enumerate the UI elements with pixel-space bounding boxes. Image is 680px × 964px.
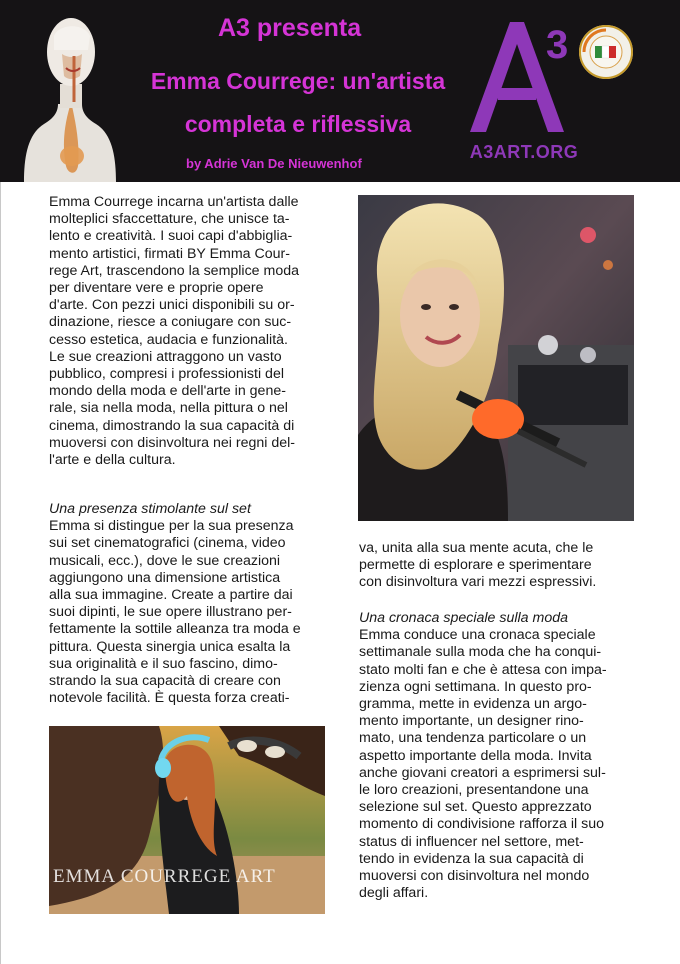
- intro-line: per diventare vere e proprie opere: [49, 280, 264, 297]
- section2-line: status di influencer nel settore, met-: [359, 833, 584, 850]
- intro-line: dinazione, riesce a coniugare con suc-: [49, 314, 292, 331]
- section2-column: [359, 610, 635, 902]
- section2-line: mato, una tendenza particolare o un: [359, 730, 587, 747]
- section1-line: suoi dipinti, le sue opere illustrano per-: [49, 604, 292, 621]
- section2-paragraph: [359, 627, 635, 902]
- header-byline: by Adrie Van De Nieuwenhof: [186, 156, 362, 171]
- section1-line: Emma si distingue per la sua presenza: [49, 518, 294, 535]
- intro-line: lento e creatività. I suoi capi d'abbiglia-: [49, 228, 293, 245]
- intro-line: pubblico, compresi i professionisti del: [49, 366, 284, 383]
- magazine-header: [0, 0, 680, 182]
- section2-line: gramma, mette in evidenza un argo-: [359, 696, 587, 713]
- studio-selfie-photo: [358, 195, 634, 521]
- section1-line: alla sua immagine. Create a partire dai: [49, 587, 293, 604]
- intro-line: Le sue creazioni attraggono un vasto: [49, 348, 282, 365]
- section1-line: strando la sua capacità di creare con: [49, 673, 281, 690]
- header-figure-illustration: [14, 6, 126, 182]
- round-badge-logo: [578, 24, 634, 80]
- section1-line: notevole facilità. È questa forza creati-: [49, 690, 290, 707]
- section2-line: settimanale sulla moda che ha conqui-: [359, 644, 602, 661]
- intro-column: [49, 194, 327, 469]
- section2-heading: Una cronaca speciale sulla moda: [359, 610, 568, 626]
- photo-watermark: EMMA COURREGE ART: [53, 866, 276, 887]
- header-title-main: [128, 60, 468, 146]
- intro-line: mento artistici, firmati BY Emma Cour-: [49, 245, 290, 262]
- intro-line: rege Art, trascendono la semplice moda: [49, 262, 299, 279]
- a3-logo: [462, 14, 582, 140]
- section1-line: pittura. Questa sinergia unica esalta la: [49, 638, 291, 655]
- section2-line: mento importante, un designer rino-: [359, 713, 584, 730]
- intro-line: d'arte. Con pezzi unici disponibili su or-: [49, 297, 295, 314]
- section2-line: muoversi con disinvoltura nel mondo: [359, 868, 590, 885]
- section1-paragraph: [49, 518, 327, 707]
- section2-line: aspetto importante della moda. Invita: [359, 747, 592, 764]
- section1-line: fettamente la sottile alleanza tra moda e: [49, 621, 301, 638]
- a3-logo-numeral: 3: [546, 23, 569, 67]
- section1-right-column: [359, 540, 635, 592]
- page-left-edge: [0, 182, 1, 964]
- section1-heading: Una presenza stimolante sul set: [49, 501, 251, 517]
- intro-line: cesso estetica, audacia e funzionalità.: [49, 331, 288, 348]
- intro-paragraph: [49, 194, 327, 469]
- section2-line: anche giovani creatori a esprimersi sul-: [359, 764, 606, 781]
- horse-photo: [49, 726, 325, 914]
- intro-line: molteplici sfaccettature, che unisce ta-: [49, 211, 290, 228]
- section2-line: Emma conduce una cronaca speciale: [359, 627, 596, 644]
- section2-line: momento di condivisione rafforza il suo: [359, 816, 604, 833]
- a3-logo-url: A3ART.ORG: [469, 142, 579, 162]
- section2-line: tendo in evidenza la sua capacità di: [359, 850, 584, 867]
- header-title-presenta: A3 presenta: [218, 14, 362, 42]
- section2-line: zienza ogni settimana. In questo pro-: [359, 678, 592, 695]
- intro-line: mondo della moda e dell'arte in gene-: [49, 383, 286, 400]
- section1-left-column: [49, 501, 327, 707]
- section1-line: sui set cinematografici (cinema, video: [49, 535, 286, 552]
- section1-line: musicali, ecc.), dove le sue creazioni: [49, 552, 281, 569]
- intro-line: l'arte e della cultura.: [49, 452, 176, 469]
- section2-line: degli affari.: [359, 885, 429, 902]
- intro-line: cinema, dimostrando la sua capacità di: [49, 417, 295, 434]
- section1-continuation: [359, 540, 635, 592]
- section1-line: aggiungono una dimensione artistica: [49, 569, 281, 586]
- section1-line: con disinvoltura vari mezzi espressivi.: [359, 574, 597, 591]
- intro-line: muoversi con disinvoltura nei regni del-: [49, 434, 296, 451]
- section1-line: sua originalità e il suo fascino, dimo-: [49, 655, 278, 672]
- section1-line: va, unita alla sua mente acuta, che le: [359, 540, 594, 556]
- section2-line: stato molti fan e che è attesa con impa-: [359, 661, 607, 678]
- section1-line: permette di esplorare e sperimentare: [359, 557, 592, 574]
- header-title-line-3: completa e riflessiva: [184, 111, 412, 137]
- section2-line: selezione sul set. Questo apprezzato: [359, 799, 592, 816]
- intro-line: Emma Courrege incarna un'artista dalle: [49, 194, 299, 210]
- header-title-line-2: Emma Courrege: un'artista: [150, 68, 446, 94]
- section2-line: le loro creazioni, presentandone una: [359, 782, 589, 799]
- intro-line: rale, sia nella moda, nella pittura o nel: [49, 400, 288, 417]
